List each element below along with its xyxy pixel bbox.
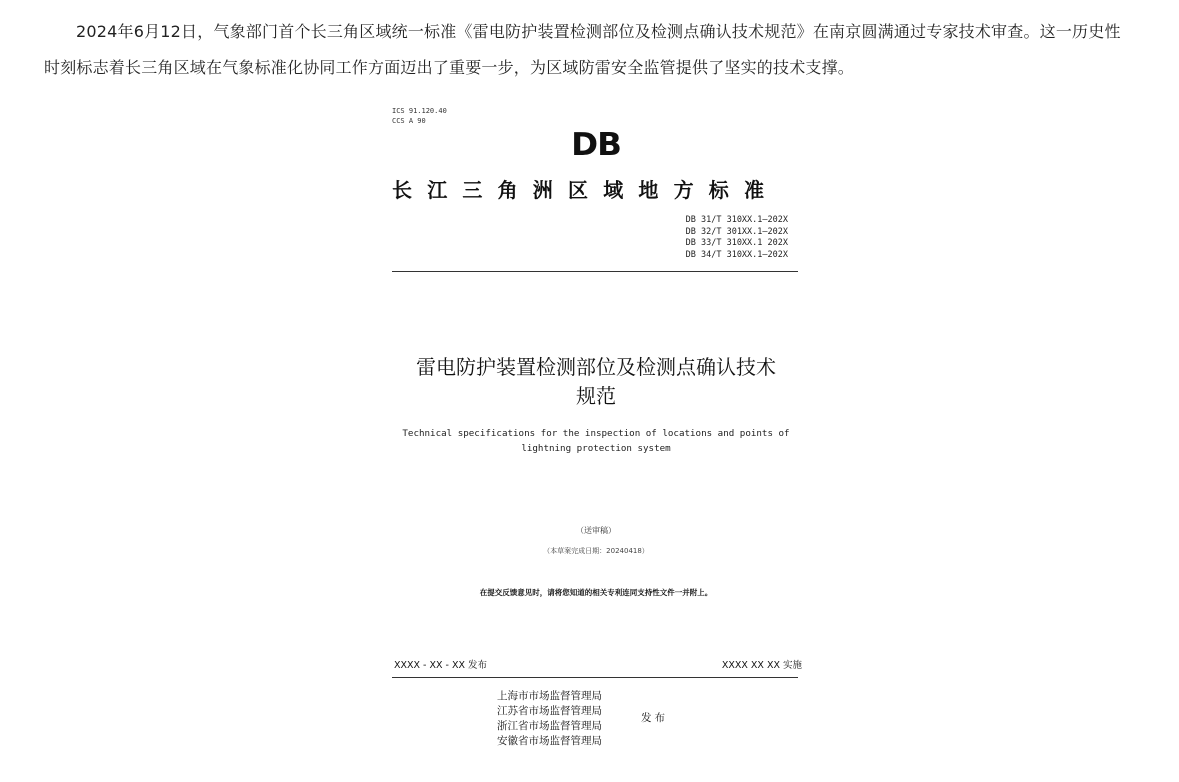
patent-notice: 在提交反馈意见时，请将您知道的相关专利连同支持性文件一并附上。: [479, 588, 713, 597]
authority-name: 浙江省市场监督管理局: [497, 720, 602, 732]
english-title-line: Technical specifications for the inspection of locations and points of: [402, 428, 790, 439]
chinese-title-line: 雷电防护装置检测部位及检测点确认技术: [416, 355, 776, 379]
standard-type-title: 长江三角洲区域地方标准: [392, 178, 780, 202]
classification-codes: [392, 106, 447, 126]
draft-date: （本草案完成日期：20240418）: [543, 547, 649, 555]
standard-code: DB 33/T 310XX.1 202X: [685, 238, 788, 248]
authority-name: 江苏省市场监督管理局: [497, 705, 602, 717]
article-paragraph: 2024年6月12日，气象部门首个长三角区域统一标准《雷电防护装置检测部位及检测点确认技术规范》在南京圆满通过专家技术审查。这一历史性时刻标志着长三角区域在气象标准化协同工作方面迈出了重要一步，为区域防雷安全监管提供了坚实的技术支撑。: [44, 22, 1121, 77]
standard-cover-image: [392, 100, 800, 782]
standard-code: DB 32/T 301XX.1—202X: [685, 226, 788, 237]
top-divider: [392, 271, 798, 272]
chinese-title-line: 规范: [576, 384, 616, 408]
standard-codes: [686, 215, 788, 261]
authority-name: 上海市市场监督管理局: [497, 690, 602, 702]
db-logo: DB: [571, 127, 621, 163]
implement-date: XXXX XX XX 实施: [721, 660, 802, 671]
english-title-line: lightning protection system: [521, 443, 671, 454]
draft-label: （送审稿）: [576, 526, 616, 535]
standard-code: DB 34/T 310XX.1—202X: [685, 249, 788, 260]
bottom-divider: [392, 677, 798, 678]
issuing-authorities: [497, 689, 602, 749]
authority-name: 安徽省市场监督管理局: [497, 735, 602, 747]
ics-code: ICS 91.120.40: [392, 107, 447, 115]
chinese-title: [392, 353, 800, 411]
ccs-code: CCS A 90: [392, 117, 426, 125]
standard-code: DB 31/T 310XX.1—202X: [685, 215, 788, 225]
english-title: [392, 426, 800, 456]
publish-label: 发布: [641, 712, 668, 724]
issue-date: XXXX - XX - XX 发布: [394, 660, 488, 671]
